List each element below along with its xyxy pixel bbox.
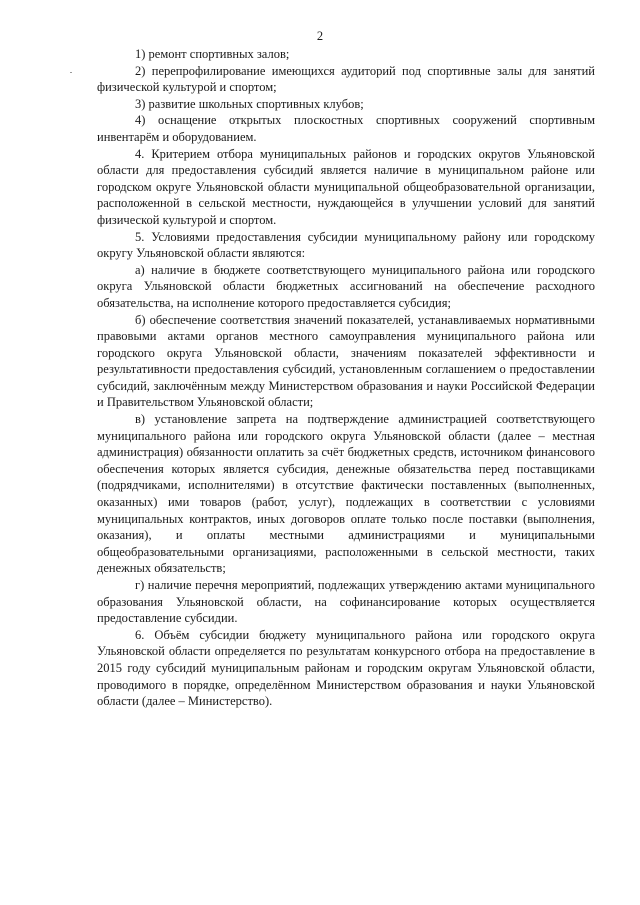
condition-v: в) установление запрета на подтверждение администрацией соответствующего муниципального района или городского округа Ульяновской области (далее – местная администрация) обязанности оплатить за счёт бюджетных средств, источником финансового обеспечения которых является субсидия, денежные обязательства перед поставщиками (подрядчиками, исполнителями) в отсутствие фактически поставленных (выполненных, оказанных) ими товаров (работ, услуг), подлежащих в соответствии с условиями муниципальных контрактов, иных договоров оплате только после поставки (выполнения, оказания), и оплаты местными администрациями и муниципальными общеобразовательными организациями, расположенными в сельской местности, таких денежных обязательств; xyxy=(97,412,595,576)
clause-4-selection-criterion: 4. Критерием отбора муниципальных районов и городских округов Ульяновской области для предоставления субсидий является наличие в муниципальном районе или городском округе Ульяновской области муниципальной общеобразовательной организации, расположенной в сельской местности, нуждающейся в улучшении условий для занятий физической культурой и спортом. xyxy=(97,146,595,227)
page-number: 2 xyxy=(316,29,324,43)
condition-a: а) наличие в бюджете соответствующего муниципального района или городского округа Ульяновской области бюджетных ассигнований на обеспечение расходного обязательства, на исполнение которого предоставляется субсидия; xyxy=(97,262,595,310)
condition-g: г) наличие перечня мероприятий, подлежащих утверждению актами муниципального образования Ульяновской области, на софинансирование которых осуществляется предоставление субсидии. xyxy=(97,578,595,626)
list-item-equip-facilities: 4) оснащение открытых плоскостных спортивных сооружений спортивным инвентарём и оборудованием. xyxy=(97,113,595,144)
document-body xyxy=(97,46,595,710)
list-item-repurpose-classrooms: 2) перепрофилирование имеющихся аудиторий под спортивные залы для занятий физической культурой и спортом; xyxy=(97,63,595,95)
scan-margin-mark xyxy=(70,72,72,73)
list-item-school-sports-clubs: 3) развитие школьных спортивных клубов; xyxy=(135,96,364,111)
clause-5-conditions: 5. Условиями предоставления субсидии муниципальному району или городскому округу Ульяновской области являются: xyxy=(97,229,595,261)
list-item-repair-gyms: 1) ремонт спортивных залов; xyxy=(135,47,290,61)
condition-b: б) обеспечение соответствия значений показателей, устанавливаемых нормативными правовыми актами органов местного самоуправления муниципального района или городского округа Ульяновской области, значениям показателей эффективности и результативности предоставления субсидий, установленным соглашением о предоставлении субсидий, заключённым между Министерством образования и науки Российской Федерации и Правительством Ульяновской области; xyxy=(97,312,595,410)
clause-6-subsidy-amount: 6. Объём субсидии бюджету муниципального района или городского округа Ульяновской области определяется по результатам конкурсного отбора на предоставление в 2015 году субсидий муниципальным районам и городским округам Ульяновской области, проводимого в порядке, определённом Министерством образования и науки Ульяновской области (далее – Министерство). xyxy=(97,627,595,709)
